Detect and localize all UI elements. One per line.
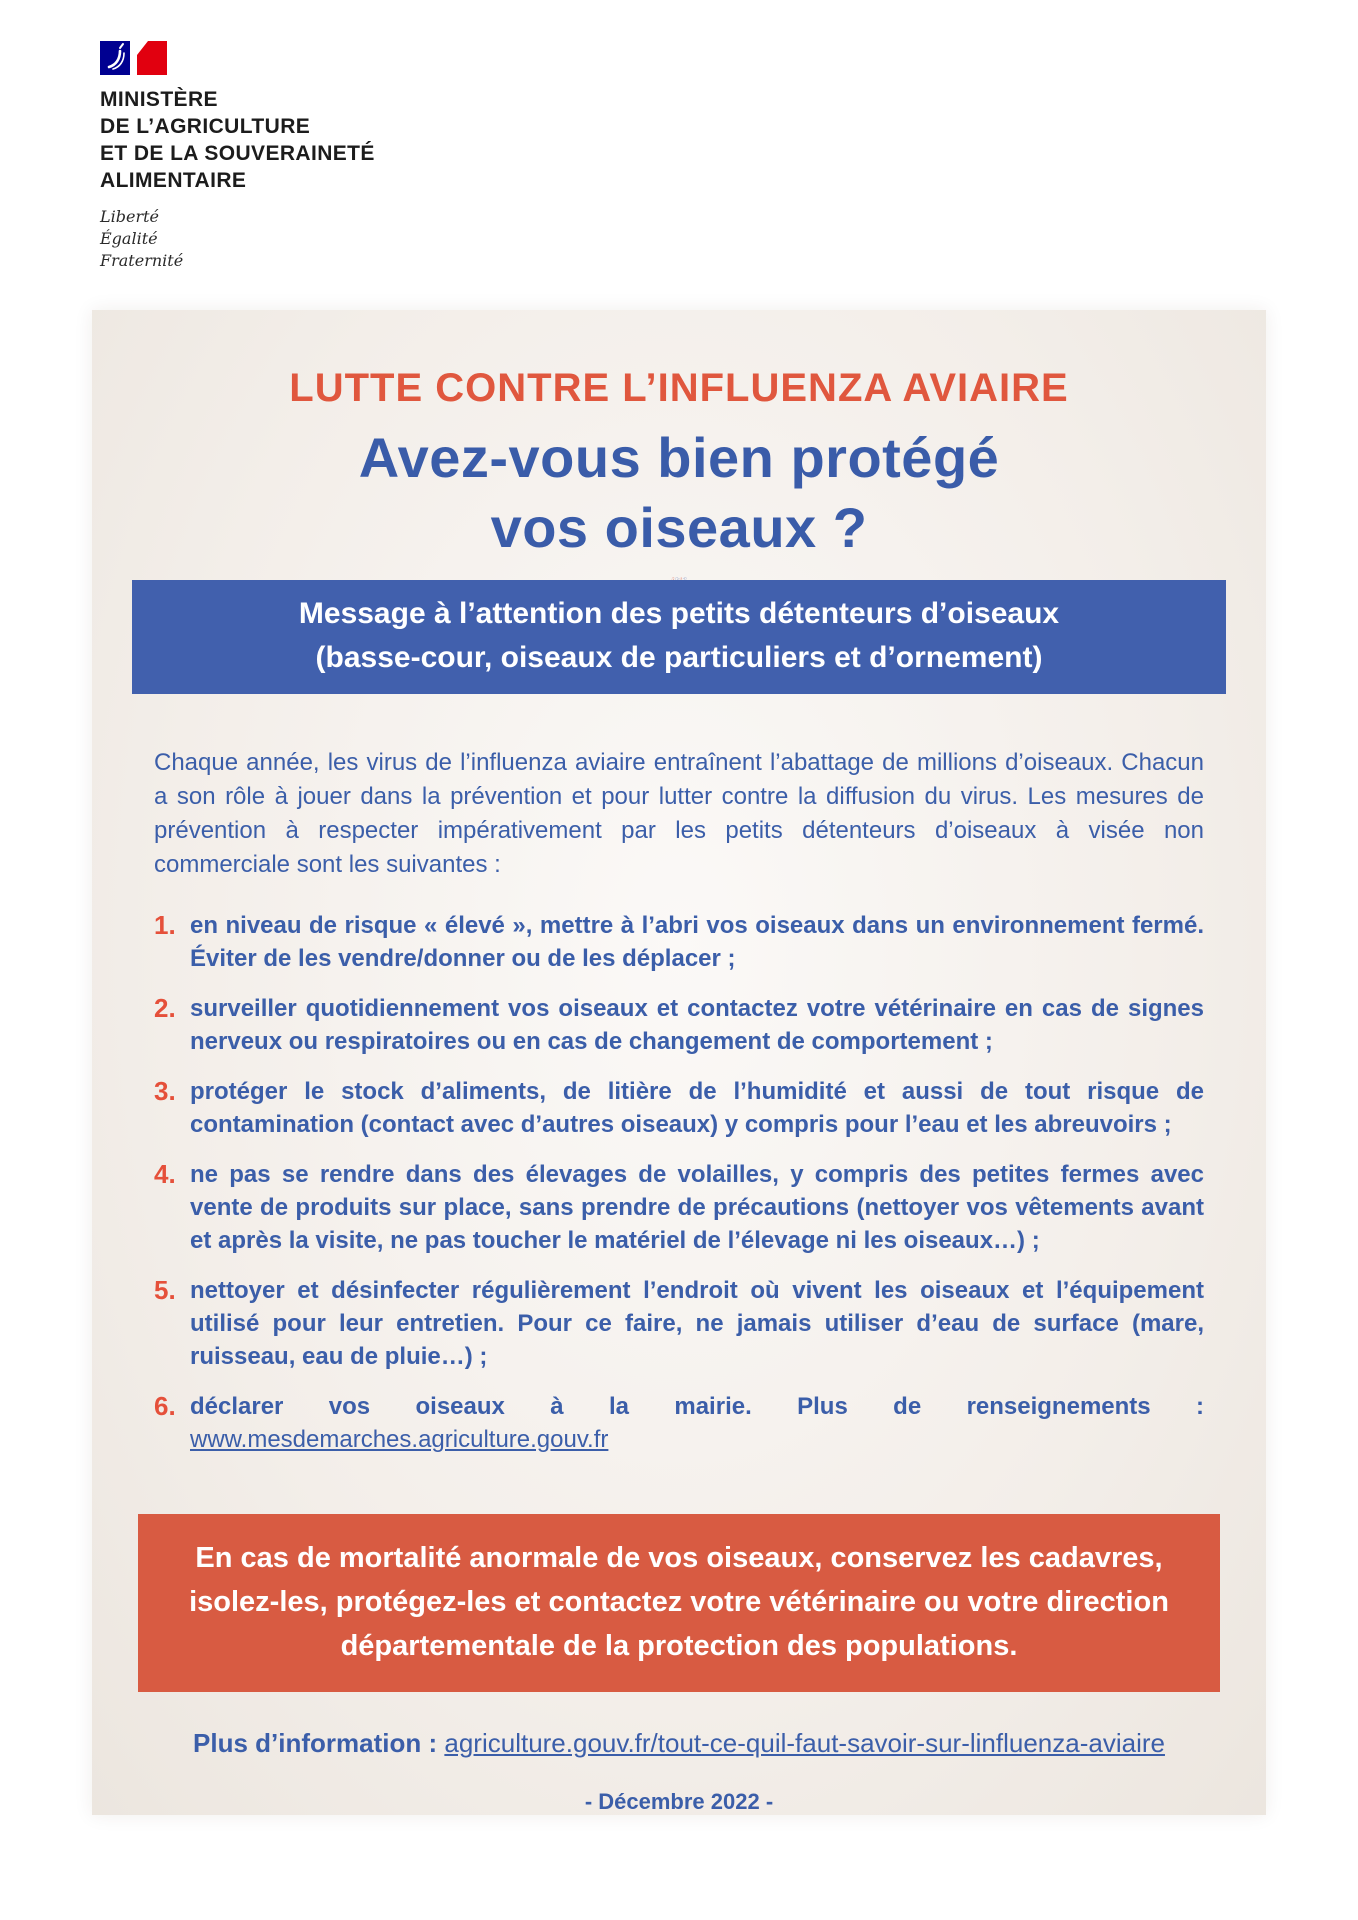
item-number: 5.	[154, 1275, 176, 1305]
ministry-logo-block	[100, 40, 520, 272]
publication-date: - Décembre 2022 -	[584, 1789, 774, 1814]
intro-paragraph: Chaque année, les virus de l’influenza aviaire entraînent l’abattage de millions d’oiseaux. Chacun a son rôle à jouer dans la prévention et pour lutter contre la diffusion du virus. Les mesures de prévention à respecter impérativement par les petits détenteurs d’oiseaux à visée non commerciale sont les suivantes :	[154, 749, 1204, 878]
motto-line: Fraternité	[100, 251, 184, 270]
page-title-line: vos oiseaux ?	[490, 496, 868, 559]
list-item	[154, 909, 1204, 975]
list-item	[154, 1075, 1204, 1141]
item-text-lead: déclarer vos oiseaux à la mairie. Plus de renseignements :	[190, 1393, 1204, 1420]
list-item	[154, 992, 1204, 1058]
list-item	[154, 1158, 1204, 1257]
page-title-line: Avez-vous bien protégé	[358, 426, 1000, 489]
ministry-name-line: DE L’AGRICULTURE	[100, 115, 311, 138]
page-title	[92, 423, 1266, 563]
ministry-name-line: MINISTÈRE	[100, 88, 218, 111]
list-item	[154, 1390, 1204, 1456]
more-info-line	[92, 1728, 1266, 1759]
audience-banner	[132, 580, 1226, 694]
item-number: 1.	[154, 910, 176, 940]
agriculture-info-link[interactable]: agriculture.gouv.fr/tout-ce-quil-faut-savoir-sur-linfluenza-aviaire	[444, 1728, 1165, 1758]
ministry-name-line: ALIMENTAIRE	[100, 169, 247, 192]
french-flag-marianne-icon	[100, 40, 168, 76]
item-number: 6.	[154, 1391, 176, 1421]
item-text: nettoyer et désinfecter régulièrement l’endroit où vivent les oiseaux et l’équipement utilisé pour leur entretien. Pour ce faire, ne jamais utiliser d’eau de surface (mare, ruisseau, eau de pluie…) ;	[190, 1277, 1204, 1370]
motto-line: Liberté	[100, 207, 159, 226]
audience-banner-line: (basse-cour, oiseaux de particuliers et d’ornement)	[315, 641, 1043, 674]
item-text: protéger le stock d’aliments, de litière de l’humidité et aussi de tout risque de contamination (contact avec d’autres oiseaux) y compris pour l’eau et les abreuvoirs ;	[190, 1078, 1204, 1138]
more-info-label: Plus d’information :	[193, 1728, 438, 1758]
item-number: 2.	[154, 993, 176, 1023]
ministry-name-line: ET DE LA SOUVERAINETÉ	[100, 142, 375, 165]
item-number: 4.	[154, 1159, 176, 1189]
audience-banner-line: Message à l’attention des petits détenteurs d’oiseaux	[298, 597, 1060, 630]
item-number: 3.	[154, 1076, 176, 1106]
ministry-name	[100, 86, 520, 194]
item-text: ne pas se rendre dans des élevages de volailles, y compris des petites fermes avec vente de produits sur place, sans prendre de précautions (nettoyer vos vêtements avant et après la visite, ne pas toucher le matériel de l’élevage ni les oiseaux…) ;	[190, 1161, 1204, 1254]
mesdemarches-link[interactable]: www.mesdemarches.agriculture.gouv.fr	[190, 1426, 609, 1453]
campaign-kicker: LUTTE CONTRE L’INFLUENZA AVIAIRE	[289, 366, 1069, 410]
list-item	[154, 1274, 1204, 1373]
republic-motto	[100, 206, 520, 272]
item-text	[190, 1390, 1204, 1456]
content-panel	[92, 310, 1266, 1815]
item-text: en niveau de risque « élevé », mettre à l’abri vos oiseaux dans un environnement fermé. Éviter de les vendre/donner ou de les déplacer ;	[190, 912, 1204, 972]
item-text: surveiller quotidiennement vos oiseaux et contactez votre vétérinaire en cas de signes nerveux ou respiratoires ou en cas de changement de comportement ;	[190, 995, 1204, 1055]
measures-list	[154, 892, 1204, 1456]
motto-line: Égalité	[100, 229, 158, 248]
mortality-alert-box: En cas de mortalité anormale de vos oiseaux, conservez les cadavres, isolez-les, protégez-les et contactez votre vétérinaire ou votre direction départementale de la protection des populations.	[138, 1514, 1220, 1692]
